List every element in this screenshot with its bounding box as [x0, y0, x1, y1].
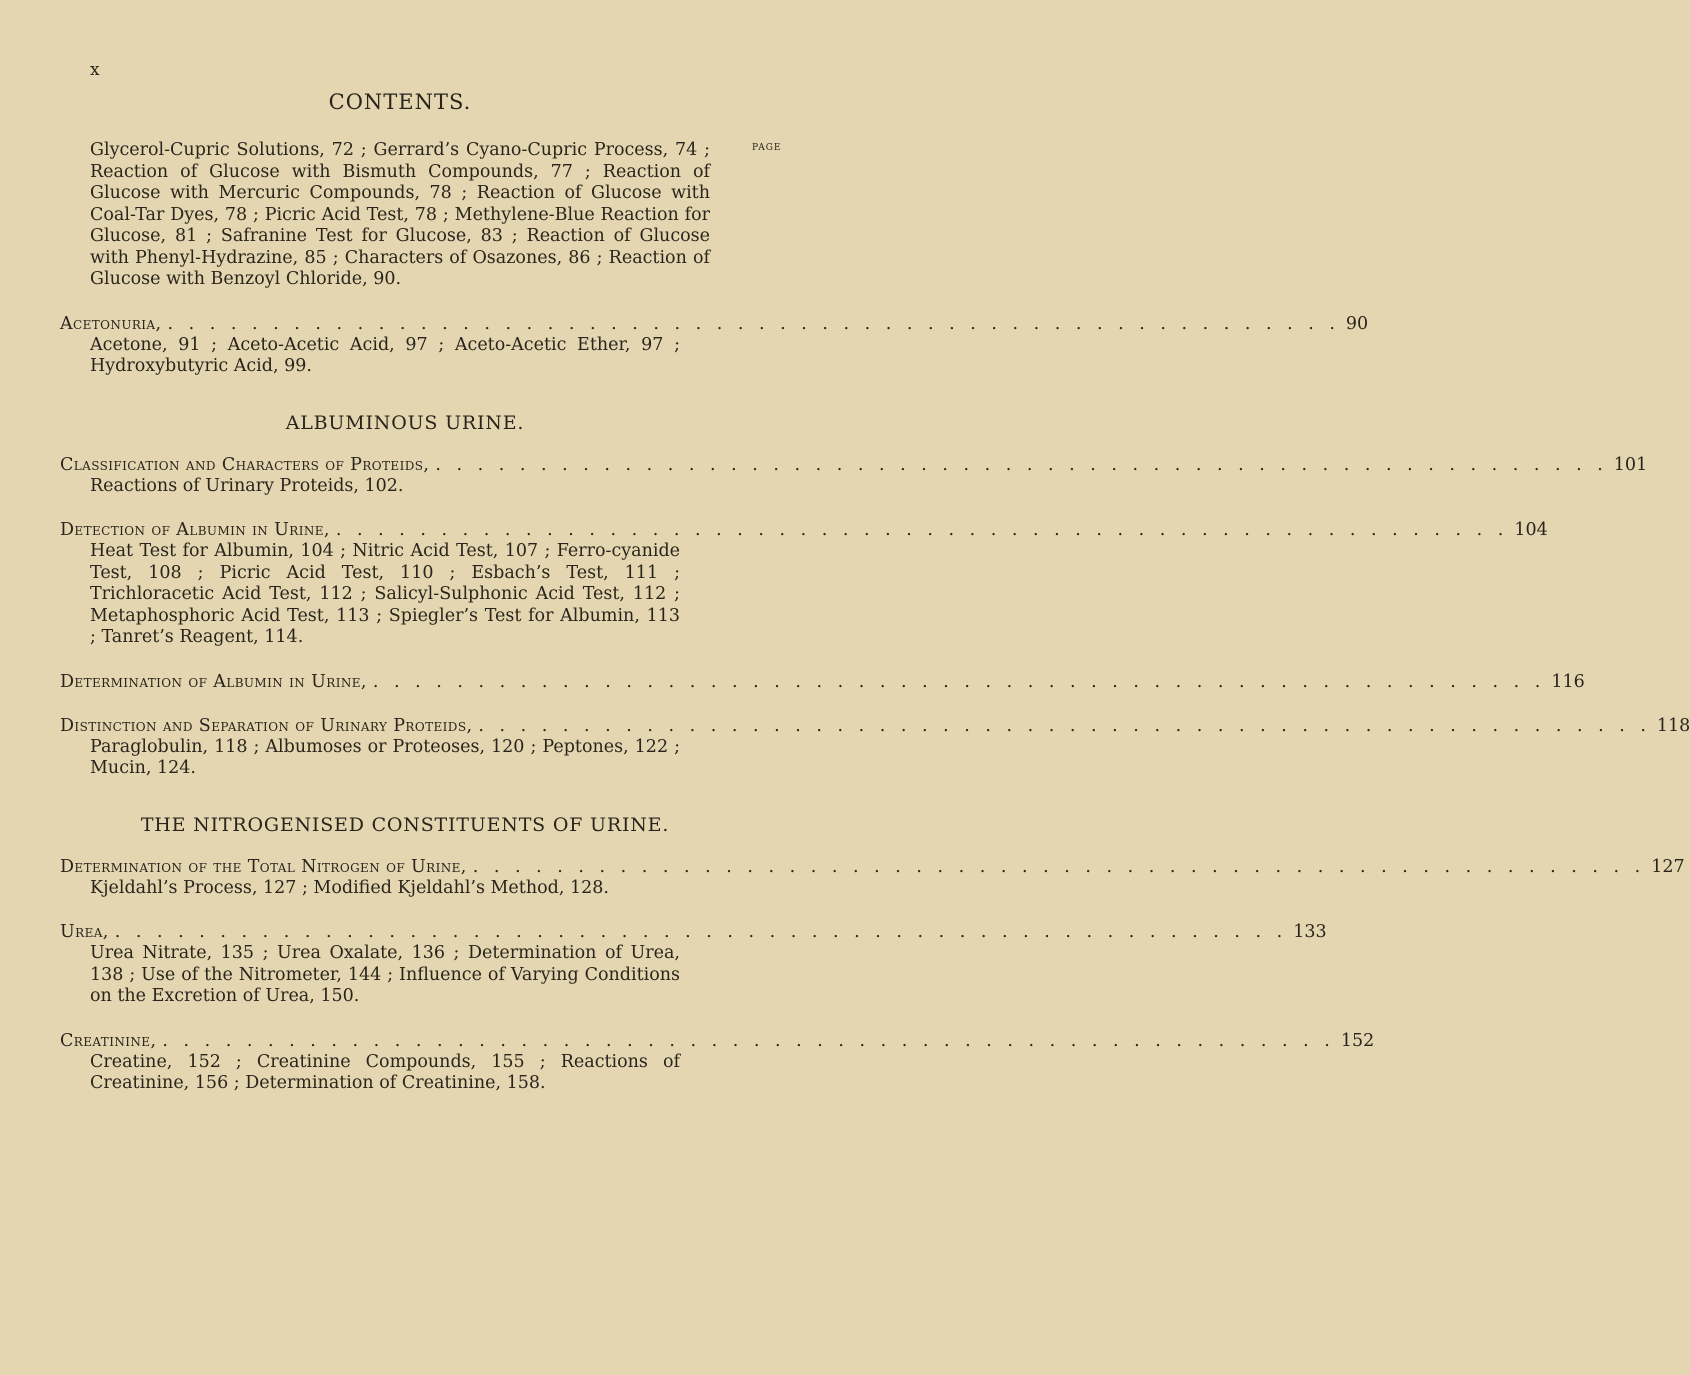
- entry-subtopics: Reactions of Urinary Proteids, 102.: [90, 475, 404, 496]
- dot-leaders: . . . . . . . . . . . . . . . . . . . . . . . . . . . . . . . . . . . . . . . . . . . . . . . . . . . . . . . .: [372, 671, 1546, 692]
- entry-page: 133: [1293, 922, 1327, 942]
- entry-page: 118: [1656, 715, 1690, 736]
- entry-subtopics: Heat Test for Albumin, 104 ; Nitric Acid Test, 107 ; Ferro-cyanide Test, 108 ; Picric Acid Test, 110 ; Esbach’s Test, 111 ; Trichloracetic Acid Test, 112 ; Salicyl-Sulphonic Acid Test, 112 ; Metaphosphoric Acid Test, 113 ; Spiegler’s Test for Albumin, 113 ; Tanret’s Reagent, 114.: [90, 541, 680, 647]
- entry-page: 104: [1514, 520, 1548, 540]
- toc-entry: [60, 519, 1548, 649]
- section-heading: THE NITROGENISED CONSTITUENTS OF URINE.: [140, 813, 670, 836]
- entry-subtopics: Paraglobulin, 118 ; Albumoses or Proteoses, 120 ; Peptones, 122 ; Mucin, 124.: [90, 736, 680, 778]
- entry-title: Creatinine,: [60, 1030, 157, 1051]
- toc-entry: [60, 671, 1585, 693]
- entry-page: 152: [1340, 1030, 1375, 1051]
- entry-page: 101: [1613, 454, 1648, 475]
- entry-title: Urea,: [60, 922, 109, 942]
- dot-leaders: . . . . . . . . . . . . . . . . . . . . . . . . . . . . . . . . . . . . . . . . . . . . . . . . . . . . . . . .: [478, 715, 1651, 736]
- entry-title: Determination of Albumin in Urine,: [60, 671, 367, 692]
- toc-entry: [60, 454, 1648, 498]
- entry-subtopics: Creatine, 152 ; Creatinine Compounds, 155 ; Reactions of Creatinine, 156 ; Determination of Creatinine, 158.: [90, 1051, 680, 1093]
- entry-page: 90: [1345, 313, 1369, 334]
- section-heading: ALBUMINOUS URINE.: [285, 411, 525, 434]
- toc-entry: [60, 1030, 1375, 1095]
- entry-title: Classification and Characters of Proteids,: [60, 454, 430, 475]
- page-column-label: PAGE: [752, 143, 782, 153]
- dot-leaders: . . . . . . . . . . . . . . . . . . . . . . . . . . . . . . . . . . . . . . . . . . . . . . . . . . . . . . . .: [114, 922, 1288, 942]
- toc-entry: [60, 856, 1685, 900]
- entry-title: Determination of the Total Nitrogen of Urine,: [60, 856, 467, 877]
- entry-title: Acetonuria,: [60, 313, 162, 334]
- entry-subtopics: Acetone, 91 ; Aceto-Acetic Acid, 97 ; Aceto-Acetic Ether, 97 ; Hydroxybutyric Acid, 99.: [90, 334, 680, 376]
- toc-entry: [60, 715, 1690, 780]
- toc-entry: [60, 921, 1327, 1008]
- page-number: x: [90, 60, 100, 80]
- dot-leaders: . . . . . . . . . . . . . . . . . . . . . . . . . . . . . . . . . . . . . . . . . . . . . . . . . . . . . . . .: [335, 520, 1509, 540]
- dot-leaders: . . . . . . . . . . . . . . . . . . . . . . . . . . . . . . . . . . . . . . . . . . . . . . . . . . . . . . . .: [162, 1030, 1335, 1051]
- toc-entry: [60, 313, 1369, 378]
- running-head: CONTENTS.: [328, 90, 472, 114]
- intro-paragraph: Glycerol-Cupric Solutions, 72 ; Gerrard’s Cyano-Cupric Process, 74 ; Reaction of Glucose with Bismuth Compounds, 77 ; Reaction of Glucose with Mercuric Compounds, 78 ; Reaction of Glucose with Coal-Tar Dyes, 78 ; Picric Acid Test, 78 ; Methylene-Blue Reaction for Glucose, 81 ; Safranine Test for Glucose, 83 ; Reaction of Glucose with Phenyl-Hydrazine, 85 ; Characters of Osazones, 86 ; Reaction of Glucose with Benzoyl Chloride, 90.: [90, 140, 710, 289]
- entry-title: Detection of Albumin in Urine,: [60, 520, 330, 540]
- dot-leaders: . . . . . . . . . . . . . . . . . . . . . . . . . . . . . . . . . . . . . . . . . . . . . . . . . . . . . . . .: [472, 856, 1646, 877]
- entry-page: 116: [1551, 671, 1585, 692]
- entry-title: Distinction and Separation of Urinary Proteids,: [60, 715, 473, 736]
- entry-subtopics: Kjeldahl’s Process, 127 ; Modified Kjeldahl’s Method, 128.: [90, 877, 609, 898]
- dot-leaders: . . . . . . . . . . . . . . . . . . . . . . . . . . . . . . . . . . . . . . . . . . . . . . . . . . . . . . . .: [167, 313, 1340, 334]
- entry-subtopics: Urea Nitrate, 135 ; Urea Oxalate, 136 ; Determination of Urea, 138 ; Use of the Nitrometer, 144 ; Influence of Varying Conditions on the Excretion of Urea, 150.: [90, 943, 680, 1006]
- entry-page: 127: [1651, 856, 1685, 877]
- dot-leaders: . . . . . . . . . . . . . . . . . . . . . . . . . . . . . . . . . . . . . . . . . . . . . . . . . . . . . . . .: [435, 454, 1608, 475]
